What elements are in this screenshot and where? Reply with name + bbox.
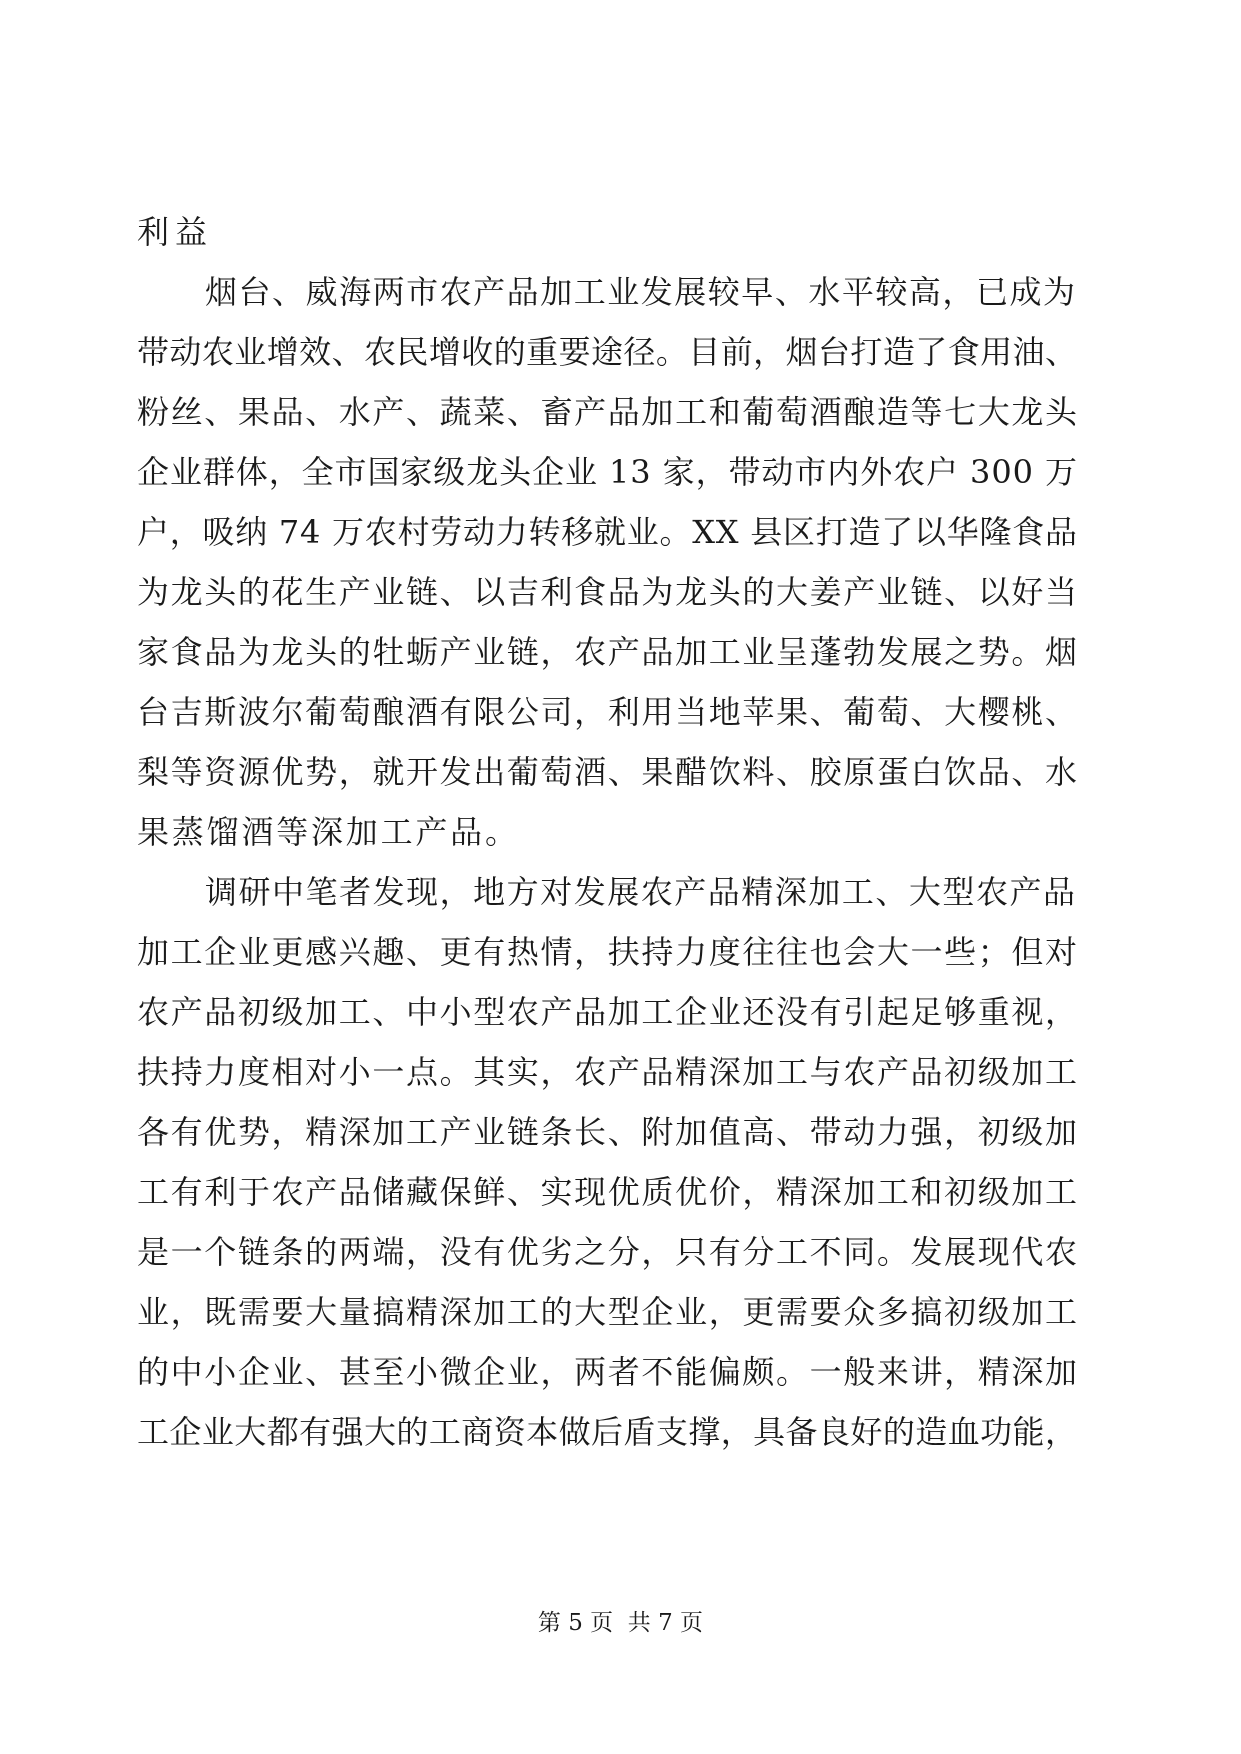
text-line: 工有利于农产品储藏保鲜、实现优质优价，精深加工和初级加工 [137, 1173, 1079, 1211]
text-line: 是一个链条的两端，没有优劣之分，只有分工不同。发展现代农 [137, 1233, 1079, 1271]
text-line: 台吉斯波尔葡萄酿酒有限公司，利用当地苹果、葡萄、大樱桃、 [137, 693, 1079, 731]
text-line: 农产品初级加工、中小型农产品加工企业还没有引起足够重视， [137, 993, 1079, 1031]
text-line: 业，既需要大量搞精深加工的大型企业，更需要众多搞初级加工 [137, 1293, 1079, 1331]
page-number: 第 5 页 共 7 页 [537, 1610, 704, 1636]
text-line: 为龙头的花生产业链、以吉利食品为龙头的大姜产业链、以好当 [137, 573, 1079, 611]
text-line: 调研中笔者发现，地方对发展农产品精深加工、大型农产品 [205, 873, 1077, 911]
text-line: 户，吸纳 74 万农村劳动力转移就业。XX 县区打造了以华隆食品 [137, 513, 1078, 551]
text-line: 扶持力度相对小一点。其实，农产品精深加工与农产品初级加工 [137, 1053, 1079, 1091]
text-line: 利益 [137, 213, 213, 251]
text-line: 带动农业增效、农民增收的重要途径。目前，烟台打造了食用油、 [137, 333, 1078, 371]
text-line: 梨等资源优势，就开发出葡萄酒、果醋饮料、胶原蛋白饮品、水 [137, 753, 1079, 791]
text-line: 家食品为龙头的牡蛎产业链，农产品加工业呈蓬勃发展之势。烟 [137, 633, 1079, 671]
text-line: 粉丝、果品、水产、蔬菜、畜产品加工和葡萄酒酿造等七大龙头 [137, 393, 1079, 431]
text-line: 加工企业更感兴趣、更有热情，扶持力度往往也会大一些；但对 [137, 933, 1079, 971]
text-line: 企业群体，全市国家级龙头企业 13 家，带动市内外农户 300 万 [137, 453, 1078, 491]
text-line: 的中小企业、甚至小微企业，两者不能偏颇。一般来讲，精深加 [137, 1353, 1079, 1391]
text-line: 果蒸馏酒等深加工产品。 [137, 813, 520, 851]
text-line: 烟台、威海两市农产品加工业发展较早、水平较高，已成为 [205, 273, 1077, 311]
text-line: 各有优势，精深加工产业链条长、附加值高、带动力强，初级加 [137, 1113, 1079, 1151]
text-line: 工企业大都有强大的工商资本做后盾支撑，具备良好的造血功能， [137, 1413, 1078, 1451]
